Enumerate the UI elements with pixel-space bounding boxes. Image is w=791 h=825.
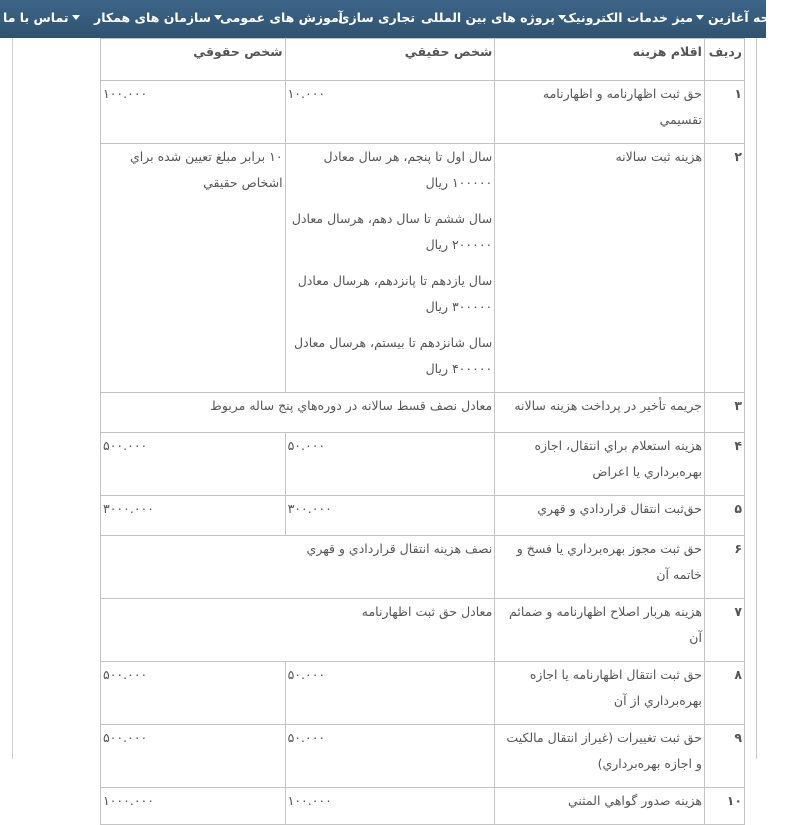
annual-fee-tier: سال اول تا پنجم، هر سال معادل ۱۰۰۰۰۰ ريال [323, 149, 493, 190]
row-item: هزينه استعلام براي انتقال، اجازه بهره‌برداري يا اعراض [495, 433, 705, 496]
table-row [101, 599, 745, 662]
row-num: ۳ [704, 393, 744, 433]
table-row [101, 433, 745, 496]
row-num: ۵ [704, 496, 744, 536]
table-row [101, 393, 745, 433]
table-row [101, 662, 745, 725]
row-real-value: ۱۰.۰۰۰ [285, 81, 495, 144]
row-legal-value: ۳۰۰۰.۰۰۰ [101, 496, 286, 536]
nav-contact[interactable] [3, 0, 80, 38]
row-real-value: ۳۰۰.۰۰۰ [285, 496, 495, 536]
row-item: حق ثبت اظهارنامه و اظهارنامه تقسيمي [495, 81, 705, 144]
chevron-down-icon [72, 15, 80, 20]
header-legal: شخص حقوقي [101, 39, 286, 81]
table-row [101, 496, 745, 536]
row-merged-value: معادل نصف قسط سالانه در دوره‌هاي پنج ساله مربوط [101, 393, 495, 433]
fees-table [100, 38, 745, 825]
annual-fee-tier: سال يازدهم تا پانزدهم، هرسال معادل ۳۰۰۰۰۰ ريال [297, 273, 493, 314]
row-legal-value: ۵۰۰.۰۰۰ [101, 662, 286, 725]
nav-public-training[interactable] [220, 0, 343, 38]
nav-international-projects[interactable] [421, 0, 566, 38]
nav-partner-orgs-label: سازمان های همکار [94, 10, 212, 25]
table-header-row [101, 39, 745, 81]
row-item: حق‌ثبت انتقال قراردادي و قهري [495, 496, 705, 536]
nav-home[interactable] [708, 0, 791, 38]
row-item: حق ثبت انتقال اظهارنامه يا اجازه بهره‌برداري از آن [495, 662, 705, 725]
nav-partner-orgs[interactable] [94, 0, 222, 38]
chevron-down-icon [696, 15, 704, 20]
row-merged-value: معادل حق ثبت اظهارنامه [101, 599, 495, 662]
row-num: ۴ [704, 433, 744, 496]
chevron-down-icon [558, 15, 566, 20]
annual-fee-tier: سال شانزدهم تا بيستم، هرسال معادل ۴۰۰۰۰۰ ريال [294, 335, 493, 376]
row-num: ۹ [704, 725, 744, 788]
nav-e-services-label: میز خدمات الکترونیک [563, 10, 694, 25]
header-real: شخص حقيقي [285, 39, 495, 81]
row-real-value: ۱۰۰.۰۰۰ [285, 788, 495, 825]
row-real-value [285, 144, 495, 393]
row-real-value: ۵۰.۰۰۰ [285, 725, 495, 788]
nav-public-training-label: آموزش های عمومی [220, 10, 343, 25]
table-row [101, 725, 745, 788]
table-row [101, 536, 745, 599]
chevron-down-icon [214, 15, 222, 20]
top-navbar [0, 0, 791, 38]
nav-international-projects-label: پروژه های بین المللی [421, 10, 555, 25]
row-item: هزينه صدور گواهي المثني [495, 788, 705, 825]
row-item: حق ثبت مجوز بهره‌برداري يا فسخ و خاتمه آن [495, 536, 705, 599]
table-row [101, 144, 745, 393]
row-num: ۱۰ [704, 788, 744, 825]
row-merged-value: نصف هزينه انتقال قراردادي و قهري [101, 536, 495, 599]
nav-e-services[interactable] [563, 0, 704, 38]
nav-home-label: صفحه آغازين [708, 10, 791, 25]
fees-table-container [100, 38, 745, 825]
nav-commercialization-label: تجاری سازی [338, 10, 416, 25]
row-legal-value: ۵۰۰.۰۰۰ [101, 725, 286, 788]
row-legal-value: ۱۰ برابر مبلغ تعيين شده براي اشخاص حقيقي [101, 144, 286, 393]
row-num: ۸ [704, 662, 744, 725]
nav-contact-label: تماس با ما [3, 10, 69, 25]
row-real-value: ۵۰.۰۰۰ [285, 662, 495, 725]
header-item: اقلام هزينه [495, 39, 705, 81]
row-num: ۲ [704, 144, 744, 393]
row-real-value: ۵۰.۰۰۰ [285, 433, 495, 496]
row-legal-value: ۱۰۰.۰۰۰ [101, 81, 286, 144]
row-item: جريمه تأخير در پرداخت هزينه سالانه [495, 393, 705, 433]
row-legal-value: ۵۰۰.۰۰۰ [101, 433, 286, 496]
row-num: ۶ [704, 536, 744, 599]
row-item: حق ثبت تغييرات (غيراز انتقال مالكيت و اجازه بهره‌برداري) [495, 725, 705, 788]
header-num: رديف [704, 39, 744, 81]
row-num: ۱ [704, 81, 744, 144]
row-legal-value: ۱۰۰۰.۰۰۰ [101, 788, 286, 825]
table-row [101, 788, 745, 825]
page-border-left [12, 38, 13, 759]
row-item: هزينه هربار اصلاح اظهارنامه و ضمائم آن [495, 599, 705, 662]
row-item: هزينه ثبت سالانه [495, 144, 705, 393]
table-row [101, 81, 745, 144]
annual-fee-tier: سال ششم تا سال دهم، هرسال معادل ۲۰۰۰۰۰ ريال [291, 211, 493, 252]
nav-commercialization[interactable] [338, 0, 415, 38]
page-border-right [756, 38, 757, 759]
row-num: ۷ [704, 599, 744, 662]
